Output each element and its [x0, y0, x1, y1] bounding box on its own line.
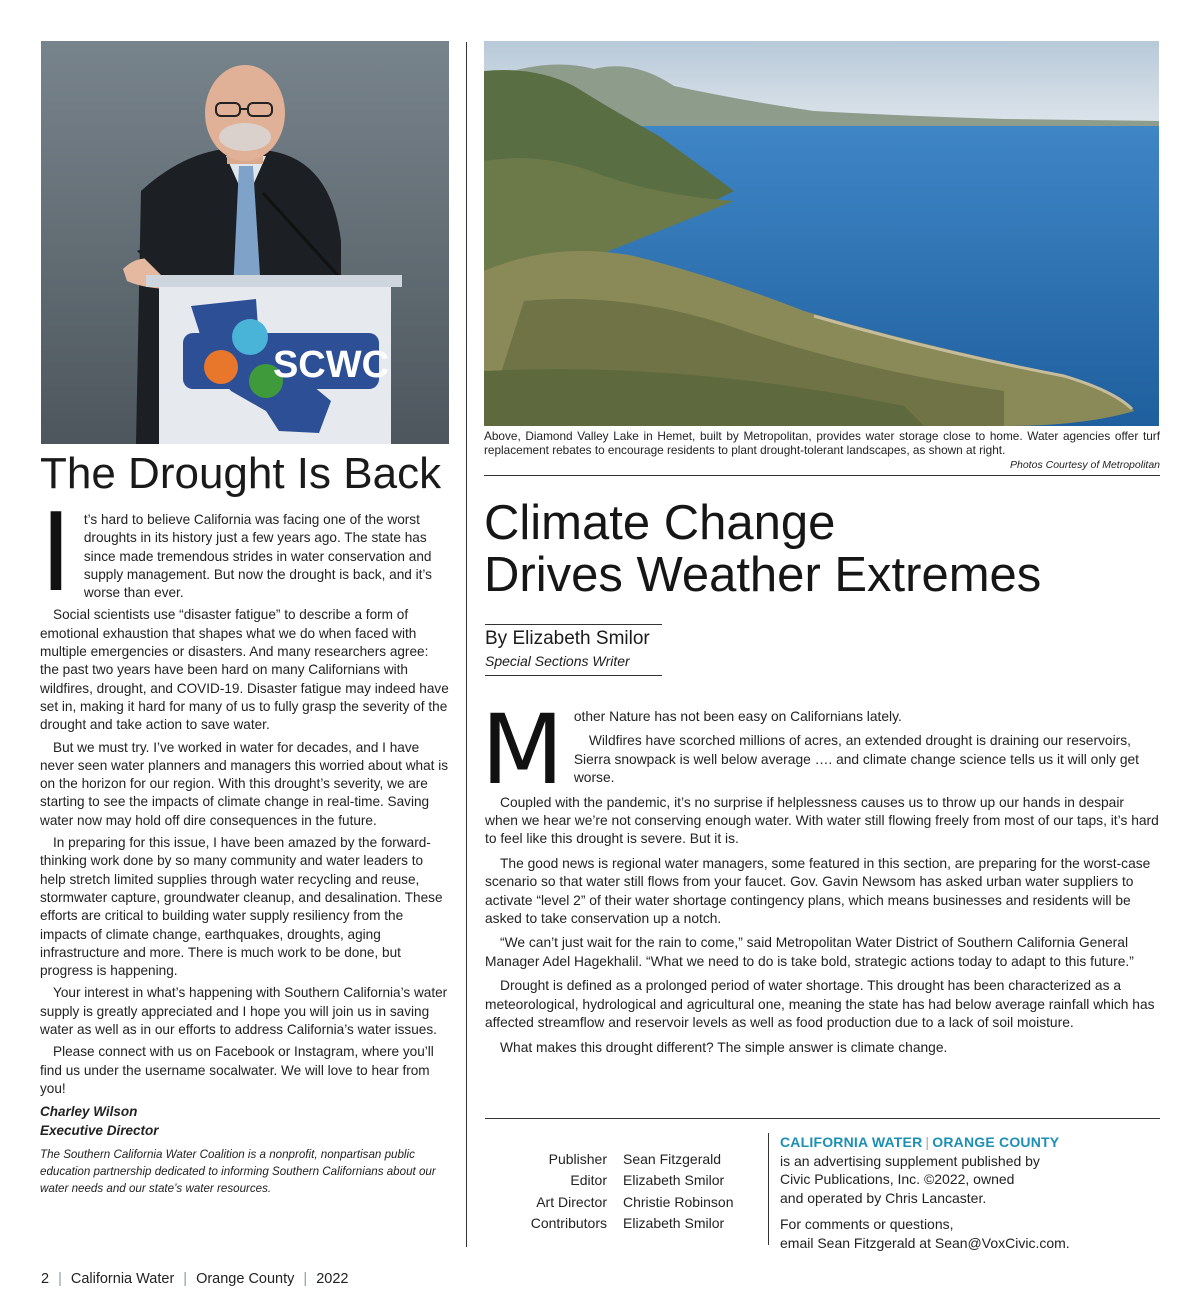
main-paragraph-1: other Nature has not been easy on Californians lately. — [573, 709, 902, 724]
byline-rule-top — [485, 624, 662, 625]
main-article-body — [481, 694, 1160, 1063]
staff-role: Editor — [570, 1172, 607, 1189]
byline-role: Special Sections Writer — [485, 653, 630, 669]
lake-photo — [484, 41, 1159, 426]
masthead-brand: CALIFORNIA WATER | ORANGE COUNTY — [780, 1134, 1060, 1150]
main-title-line-2: Drives Weather Extremes — [484, 548, 1042, 602]
main-paragraph-6: Drought is defined as a prolonged period of water shortage. This drought has been characterized as a meteorological, hydrological and agricultural one, meaning the state has had below average rainfall which has affected streamflow and reservoir levels as well as food production due to a lack of soil moisture. — [485, 978, 1155, 1031]
staff-row — [500, 1170, 734, 1191]
byline-rule-bottom — [485, 675, 662, 676]
left-paragraph-1: It’s hard to believe California was facing one of the worst droughts in its history just a few years ago. The state has since made tremendous strides in water conservation and supply management. But now the drought is back, and it’s worse than ever. — [40, 491, 432, 616]
main-paragraph-3: Coupled with the pandemic, it’s no surprise if helplessness causes us to throw up our hands in despair when we hear we’re not conserving enough water. With water still flowing freely from most of our taps, it’s hard to feel like this drought is severe. But it is. — [485, 794, 1159, 847]
staff-name: Sean Fitzgerald — [623, 1151, 722, 1167]
left-paragraph-2: Social scientists use “disaster fatigue” to describe a form of emotional exhaustion that shapes what we do when faced with multiple emergencies or disasters. And many researchers agree: the past two years have been hard on many Californians with wildfires, drought, and COVID-19. Disaster fatigue may indeed have set in, making it hard for many of us to fully grasp the severity of the drought and take action to save water. — [40, 607, 449, 733]
masthead-desc-line: is an advertising supplement published by — [780, 1152, 1040, 1169]
photo-caption: Above, Diamond Valley Lake in Hemet, built by Metropolitan, provides water storage close to home. Water agencies offer turf replacement rebates to encourage residents to plant drought-tolerant landscapes, as shown at right. — [484, 429, 1160, 458]
signature-name: Charley Wilson — [40, 1104, 138, 1120]
staff-name: Christie Robinson — [623, 1193, 734, 1210]
footer-region: Orange County — [196, 1271, 295, 1287]
main-paragraph-5: “We can’t just wait for the rain to come,” said Metropolitan Water District of Southern California General Manager Adel Hagekhalil. “What we need to do is take bold, strategic actions today to adapt to this future.” — [485, 935, 1134, 969]
masthead-contact-line: email Sean Fitzgerald at Sean@VoxCivic.com. — [780, 1234, 1070, 1251]
staff-row — [500, 1149, 734, 1170]
diamond-valley-lake-illustration — [484, 41, 1159, 426]
left-paragraph-3: But we must try. I’ve worked in water for decades, and I have never seen water planners and managers this worried about what is on the horizon for our region. With this drought’s severity, we are starting to see the impacts of climate change in real-time. Saving water now may hold off dire consequences in the future. — [40, 739, 449, 828]
masthead-contact-line: For comments or questions, — [780, 1216, 954, 1232]
dropcap-i: I — [40, 491, 72, 616]
main-paragraph-4: The good news is regional water managers, some featured in this section, are preparing for the worst-case scenario so that water still flows from your faucet. Gov. Gavin Newsom has asked urban water suppliers to activate “level 2” of their water shortage contingency plans, which means businesses and residents will be asked to take conservation up a notch. — [485, 855, 1151, 927]
staff-row — [500, 1192, 734, 1213]
masthead-divider — [768, 1133, 769, 1245]
masthead-desc-line: Civic Publications, Inc. ©2022, owned — [780, 1171, 1015, 1187]
masthead-desc-line: and operated by Chris Lancaster. — [780, 1189, 987, 1206]
signature-title: Executive Director — [40, 1123, 159, 1139]
speaker-photo — [41, 41, 449, 444]
footer-year: 2022 — [316, 1271, 349, 1287]
main-title-line-1: Climate Change — [484, 496, 836, 550]
left-paragraph-4: In preparing for this issue, I have been amazed by the forward-thinking work done by so many community and water leaders to help stretch limited supplies through water recycling and reuse, stormwater capture, groundwater cleanup, and desalination. These efforts are critical to building water supply resiliency from the impacts of climate change, earthquakes, droughts, aging infrastructure and more. There is much work to be done, but progress is happening. — [40, 835, 443, 979]
caption-rule — [484, 475, 1160, 476]
page-footer: 2 | California Water | Orange County | 2022 — [41, 1271, 349, 1287]
photo-credit: Photos Courtesy of Metropolitan — [1010, 459, 1160, 471]
left-paragraph-5: Your interest in what’s happening with Southern California’s water supply is greatly appreciated and I hope you will join us in saving water as well as in our efforts to address California’s water issues. — [40, 985, 448, 1038]
staff-name: Elizabeth Smilor — [623, 1172, 725, 1189]
column-divider — [466, 42, 467, 1247]
staff-role: Contributors — [530, 1214, 607, 1231]
left-article-body — [40, 491, 450, 1197]
left-paragraph-6: Please connect with us on Facebook or Instagram, where you’ll find us under the username socalwater. We will love to hear from you! — [40, 1044, 434, 1096]
staff-row — [500, 1213, 734, 1234]
main-paragraph-7: What makes this drought different? The simple answer is climate change. — [500, 1039, 948, 1055]
speaker-at-podium-illustration — [41, 41, 449, 444]
main-article-title — [484, 497, 1160, 601]
masthead-rule — [485, 1118, 1160, 1119]
staff-role: Publisher — [548, 1151, 607, 1167]
staff-list — [500, 1149, 734, 1234]
left-article-title: The Drought Is Back — [40, 449, 442, 498]
page-number: 2 — [41, 1271, 50, 1287]
footer-publication: California Water — [70, 1271, 175, 1287]
staff-role: Art Director — [536, 1193, 607, 1210]
byline: By Elizabeth Smilor — [485, 628, 650, 649]
podium-logo-text: SCWC — [272, 344, 390, 386]
masthead-info — [780, 1133, 1160, 1252]
coalition-note: The Southern California Water Coalition is a nonprofit, nonpartisan public education partnership dedicated to informing Southern Californians about our water needs and our state’s water resources. — [40, 1148, 436, 1196]
dropcap-m: M — [481, 694, 564, 806]
staff-name: Elizabeth Smilor — [623, 1214, 725, 1231]
main-paragraph-2: Wildfires have scorched millions of acres, an extended drought is draining our reservoirs, Sierra snowpack is well below average …. and climate change science tells us it will only get worse. — [573, 733, 1140, 786]
